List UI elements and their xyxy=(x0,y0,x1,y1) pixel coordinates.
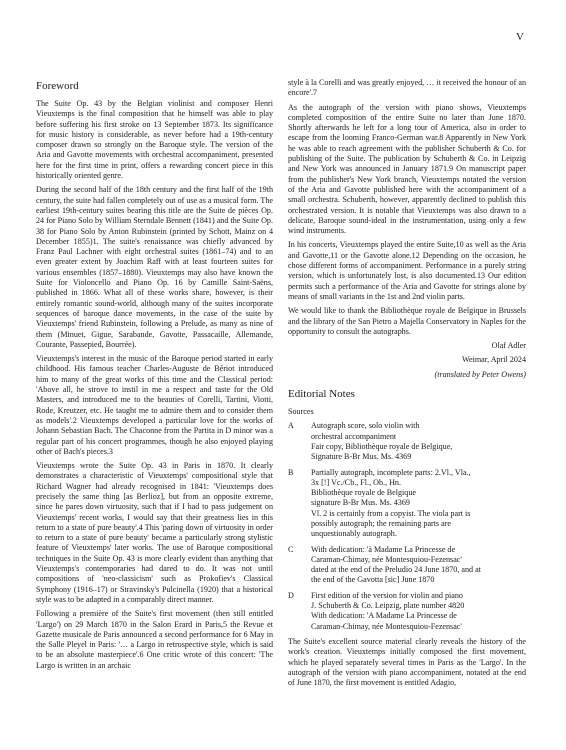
source-line: unquestionably autograph. xyxy=(311,529,397,539)
right-paragraph-4: We would like to thank the Bibliothèque royale de Belgique in Brussels and the library of the San Pietro a Majella Conservatory in Naples for the opportunity to consult the autographs. xyxy=(288,306,526,336)
left-column xyxy=(36,80,273,675)
source-entry-a xyxy=(288,421,526,462)
source-letter: C xyxy=(288,544,294,554)
source-line: Signature B-Br Mus. Ms. 4369 xyxy=(311,452,412,462)
source-description xyxy=(311,545,526,586)
source-entry-b xyxy=(288,468,526,540)
source-line: First edition of the version for violin and piano xyxy=(311,590,463,600)
source-line: With dedication: 'A Madame La Princesse de xyxy=(311,611,457,621)
source-line: Caraman-Chimay, née Montesquiou-Fezensac' xyxy=(311,621,462,631)
source-line: Vl. 2 is certainly from a copyist. The viola part is xyxy=(311,508,471,518)
foreword-paragraph-5: Following a première of the Suite's first movement (then still entitled 'Largo') on 29 March 1870 in the Salon Erard in Paris,5 the Revue et Gazette musicale de Paris announced a second performance for 6 May in the Salle Pleyel in Paris: '… a Largo in retrospective style, which is said to be an absolute masterpiece'.6 One critic wrote of this concert: 'The Largo is written in an archaic xyxy=(36,609,273,670)
right-paragraph-1: style à la Corelli and was greatly enjoyed, … it received the honour of an encore'.7 xyxy=(288,78,526,98)
foreword-paragraph-2: During the second half of the 18th century and the first half of the 19th century, the suite had fallen completely out of use as a musical form. The earliest 19th-century suites bearing this title are the Suite de pièces Op. 24 for Piano Solo by William Sterndale Bennett (1841) and the Suite Op. 38 for Piano Solo by Anton Rubinstein (printed by Schott, Mainz on 4 December 1855)1. The suite's renaissance was chiefly advanced by Franz Paul Lachner with eight orchestral suites (1861–74) and to an even greater extent by Joachim Raff with at least fourteen suites for various ensembles (1857–1880). Vieuxtemps may also have known the Suite for Violoncello and Piano Op. 16 by Camille Saint-Saëns, published in 1866. What all of these works share, however, is their entirely romantic sound-world, although many of the suites incorporate sequences of baroque dance movements, in the case of the suite by Vieuxtemps' friend Rubinstein, following a Prelude, as many as nine of them (Minuet, Gigue, Sarabande, Gavotte, Passacaille, Allemande, Courante, Passepied, Bourrée). xyxy=(36,185,273,349)
source-letter: D xyxy=(288,590,294,600)
foreword-paragraph-4: Vieuxtemps wrote the Suite Op. 43 in Paris in 1870. It clearly demonstrates a characteristic of Vieuxtemps' compositional style that Richard Wagner had already recognised in 1841: 'Vieuxtemps does precisely the same thing [as Berlioz], but from an opposite extreme, since he pares down virtuosity, such that if I had to pass judgement on Vieuxtemps' recent works, I would say that their greatness lies in this return to a state of pure beauty'.4 This 'paring down of virtuosity in order to return to a state of pure beauty' became a particularly strong stylistic feature of Vieuxtemps' later works. The use of Baroque compositional techniques in the Suite Op. 43 is more clearly evident than anything that Vieuxtemps's contemporaries had dared to do. It was not until compositions of 'neo-classicism' such as Prokofiev's Classical Symphony (1916–17) or Stravinsky's Pulcinella (1920) that a historical style was to be adapted in a comparably direct manner. xyxy=(36,461,273,604)
closing-paragraph: The Suite's excellent source material clearly reveals the history of the work's creation. Vieuxtemps initially composed the first movement, which he played separately several times in Paris as the 'Largo'. In the autograph of the version with piano accompaniment, notated at the end of June 1870, the first movement is entitled Adagio, xyxy=(288,636,526,688)
right-paragraph-3: In his concerts, Vieuxtemps played the entire Suite,10 as well as the Aria and Gavotte,11 or the Gavotte alone.12 Depending on the occasion, he chose different forms of accompaniment. Performance in a purely string version, which is unfortunately lost, is also documented.13 Our edition permits such a performance of the Aria and Gavotte for strings alone by means of small variants in the 1st and 2nd violin parts. xyxy=(288,240,526,301)
source-line: possibly autograph; the remaining parts are xyxy=(311,518,452,528)
source-entry-d xyxy=(288,591,526,632)
source-description xyxy=(311,468,526,540)
source-line: Fair copy, Bibliothèque royale de Belgique, xyxy=(311,441,453,451)
source-line: Bibliothèque royale de Belgique xyxy=(311,488,416,498)
source-line: 3x [!] Vc./Cb., Fl., Ob., Hn. xyxy=(311,477,402,487)
source-line: signature B-Br Mus. Ms. 4369 xyxy=(311,498,410,508)
source-line: orchestral accompaniment xyxy=(311,431,397,441)
signature-name: Olaf Adler xyxy=(491,341,526,351)
foreword-paragraph-1: The Suite Op. 43 by the Belgian violinist and composer Henri Vieuxtemps is the final composition that he himself was able to play before suffering his first stroke on 13 September 1873. Its significance for music history is considerable, as never before had a 19th-century composer drawn so strongly on the Baroque style. The version of the Aria and Gavotte movements with orchestral accompaniment, presented here for the first time in print, offers a rewarding concert piece in this historically oriented genre. xyxy=(36,99,273,181)
signature-place-date: Weimar, April 2024 xyxy=(462,355,526,365)
sources-label: Sources xyxy=(288,407,314,417)
source-line: dated at the end of the Preludio 24 June 1870, and at xyxy=(311,565,481,575)
source-line: Partially autograph, incomplete parts: 2.Vl., Vla., xyxy=(311,467,471,477)
signature-translator xyxy=(288,370,526,380)
foreword-paragraph-3: Vieuxtemps's interest in the music of the Baroque period started in early childhood. His famous teacher Charles-Auguste de Bériot introduced him to many of the great works of this time and the Classical period: 'Above all, he strove to instil in me a respect and taste for the Old Masters, and introduced me to the beauties of Corelli, Tartini, Viotti, Rode, Kreutzer, etc. He taught me to admire them and to consider them as models'.2 Vieuxtemps developed a particular love for the works of Johann Sebastian Bach. The Chaconne from the Partita in D minor was a regular part of his concert programmes, though he also enjoyed playing other of Bach's pieces.3 xyxy=(36,354,273,456)
source-line: With dedication: 'à Madame La Princesse de xyxy=(311,544,456,554)
source-letter: A xyxy=(288,421,294,431)
right-column xyxy=(288,78,526,692)
source-entry-c xyxy=(288,545,526,586)
source-description xyxy=(311,591,526,632)
signature-block xyxy=(288,341,526,380)
source-line: Autograph score, solo violin with xyxy=(311,421,420,431)
source-line: the end of the Gavotta [sic] June 1870 xyxy=(311,575,435,585)
source-line: J. Schuberth & Co. Leipzig, plate number 4820 xyxy=(311,601,465,611)
editorial-notes-heading: Editorial Notes xyxy=(288,388,355,401)
source-description xyxy=(311,421,526,462)
foreword-heading: Foreword xyxy=(36,80,79,92)
page-number: V xyxy=(516,31,524,43)
source-letter: B xyxy=(288,467,294,477)
translator-credit: (translated by Peter Owens) xyxy=(434,369,526,379)
source-line: Caraman-Chimay, née Montesquiou-Fezensac' xyxy=(311,554,462,564)
right-paragraph-2: As the autograph of the version with piano shows, Vieuxtemps completed composition of the entire Suite no later than June 1870. Shortly afterwards he left for a long tour of America, also in order to escape from the looming Franco-German war.8 Apparently in New York he was able to reach agreement with the publisher Schuberth & Co. for publishing of the Suite. The publication by Schuberth & Co. in Leipzig and New York was announced in January 1871.9 On manuscript paper from the publisher's New York branch, Vieuxtemps notated the version of the Aria and Gavotte published here with the accompaniment of a small orchestra. Schuberth, however, apparently declined to publish this orchestrated version. It is notable that Vieuxtemps was also drawn to a delicate, Baroque sound-ideal in the instrumentation, using only a few wind instruments. xyxy=(288,102,526,236)
